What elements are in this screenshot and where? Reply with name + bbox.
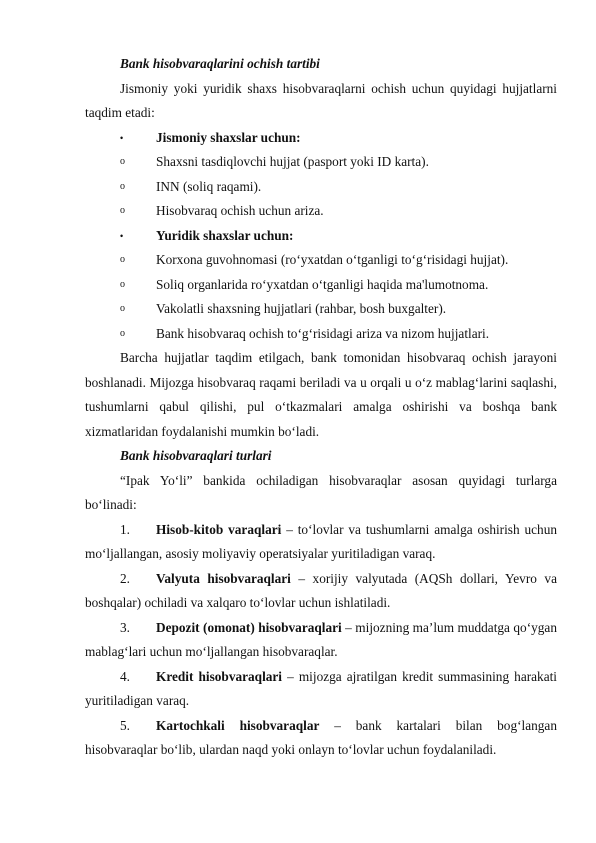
item-number: 4. <box>120 668 130 684</box>
item-number: 2. <box>120 570 130 586</box>
sub-item-text: Korxona guvohnomasi (ro‘yxatdan o‘tganligi to‘g‘risidagi hujjat). <box>156 252 509 267</box>
section-heading-types: Bank hisobvaraqlari turlari <box>120 448 272 463</box>
item-term: Kredit hisobvaraqlari <box>156 668 283 684</box>
sub-item-text: Bank hisobvaraq ochish to‘g‘risidagi ariza va nizom hujjatlari. <box>156 325 490 341</box>
item-term: Hisob-kitob varaqlari <box>156 521 282 537</box>
item-description: – to‘lovlar va tushumlarni amalga oshirish uchun mo‘ljallangan, asosiy moliyaviy operatsiyalar yuritiladigan varaq. <box>85 521 557 561</box>
circle-bullet-icon: o <box>120 156 125 167</box>
sub-item-text: Vakolatli shaxsning hujjatlari (rahbar, bosh buxgalter). <box>156 301 447 316</box>
bullet-item-individuals <box>85 126 557 151</box>
item-number: 5. <box>120 717 130 733</box>
item-description: – xorijiy valyutada (AQSh dollari, Yevro va boshqalar) ochiladi va xalqaro to‘lovlar uchun ishlatiladi. <box>85 570 557 610</box>
circle-bullet-icon: o <box>120 303 125 314</box>
sub-item <box>85 297 557 322</box>
item-number: 3. <box>120 619 130 635</box>
bullet-icon: • <box>120 132 124 143</box>
bullet-item-label: Yuridik shaxslar uchun: <box>156 227 294 243</box>
sub-item <box>85 273 557 298</box>
process-paragraph: Barcha hujjatlar taqdim etilgach, bank tomonidan hisobvaraq ochish jarayoni boshlanadi. Mijozga hisobvaraq raqami beriladi va u orqali u o‘z mablag‘larini saqlashi, tushumlarni qabul qilishi, pul o‘tkazmalari amalga oshirishi va boshqa bank xizmatlaridan foydalanishi mumkin bo‘ladi. <box>85 350 557 439</box>
item-number: 1. <box>120 521 130 537</box>
sub-item <box>85 322 557 347</box>
circle-bullet-icon: o <box>120 327 125 339</box>
types-intro-paragraph: “Ipak Yo‘li” bankida ochiladigan hisobvaraqlar asosan quyidagi turlarga bo‘linadi: <box>85 472 557 512</box>
document-page <box>85 52 557 763</box>
sub-item <box>85 199 557 224</box>
item-term: Valyuta hisobvaraqlari <box>156 570 291 586</box>
sub-item-text: Hisobvaraq ochish uchun ariza. <box>156 203 324 218</box>
circle-bullet-icon: o <box>120 180 125 192</box>
numbered-item <box>85 616 557 665</box>
item-description: – bank kartalari bilan bog‘langan hisobvaraqlar bo‘lib, ulardan naqd yoki onlayn to‘lovlar uchun foydalaniladi. <box>85 717 557 757</box>
sub-item-text: Shaxsni tasdiqlovchi hujjat (pasport yoki ID karta). <box>156 154 429 169</box>
sub-item <box>85 175 557 200</box>
bullet-item-legal-entities <box>85 224 557 249</box>
circle-bullet-icon: o <box>120 205 125 216</box>
numbered-item <box>85 518 557 567</box>
numbered-item <box>85 665 557 714</box>
item-term: Kartochkali hisobvaraqlar <box>156 717 320 733</box>
item-term: Depozit (omonat) hisobvaraqlari <box>156 619 342 635</box>
intro-paragraph: Jismoniy yoki yuridik shaxs hisobvaraqlarni ochish uchun quyidagi hujjatlarni taqdim etadi: <box>85 80 557 120</box>
numbered-item <box>85 714 557 763</box>
sub-item-text: INN (soliq raqami). <box>156 178 262 194</box>
bullet-icon: • <box>120 230 124 241</box>
item-description: – mijozga ajratilgan kredit summasining harakati yuritiladigan varaq. <box>85 668 557 708</box>
numbered-item <box>85 567 557 616</box>
sub-item <box>85 150 557 175</box>
sub-item-text: Soliq organlarida ro‘yxatdan o‘tganligi haqida ma'lumotnoma. <box>156 276 489 292</box>
section-heading-opening: Bank hisobvaraqlarini ochish tartibi <box>120 56 320 71</box>
sub-item <box>85 248 557 273</box>
bullet-item-label: Jismoniy shaxslar uchun: <box>156 129 301 145</box>
circle-bullet-icon: o <box>120 278 125 290</box>
circle-bullet-icon: o <box>120 254 125 265</box>
item-description: – mijozning ma’lum muddatga qo‘ygan mablag‘lari uchun mo‘ljallangan hisobvaraqlar. <box>85 619 557 659</box>
